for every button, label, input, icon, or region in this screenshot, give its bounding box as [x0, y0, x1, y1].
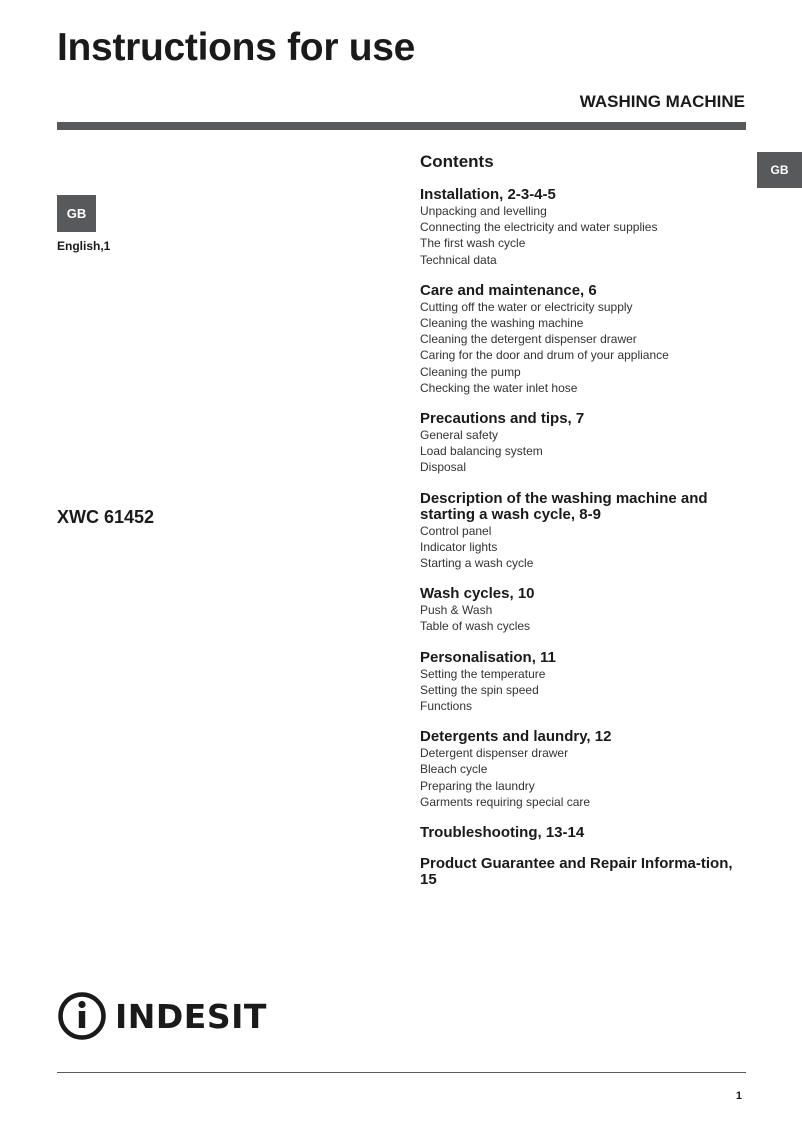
contents-section — [420, 187, 750, 268]
contents-section — [420, 729, 750, 810]
page-title: Instructions for use — [57, 26, 416, 69]
section-item: Functions — [420, 699, 473, 714]
section-item: Garments requiring special care — [420, 794, 591, 809]
section-item: Control panel — [420, 523, 492, 538]
contents-section — [420, 491, 750, 572]
section-item: Unpacking and levelling — [420, 204, 547, 218]
section-title: Detergents and laundry, 12 — [420, 728, 612, 746]
header-divider — [57, 122, 746, 130]
page-number: 1 — [735, 1090, 742, 1102]
language-label: English,1 — [57, 239, 111, 253]
section-item: Cleaning the detergent dispenser drawer — [420, 332, 637, 347]
section-title: Troubleshooting, 13-14 — [420, 824, 585, 842]
section-item: Table of wash cycles — [420, 619, 531, 634]
document-subtitle: WASHING MACHINE — [579, 92, 745, 111]
contents-heading: Contents — [420, 152, 494, 171]
section-item: Connecting the electricity and water supplies — [420, 220, 658, 235]
section-item: Setting the spin speed — [420, 682, 539, 697]
section-title: Installation, 2-3-4-5 — [420, 186, 556, 203]
section-item: Cleaning the pump — [420, 364, 521, 379]
contents-section — [420, 650, 750, 715]
contents-section — [420, 856, 750, 888]
section-title: Personalisation, 11 — [420, 648, 556, 666]
contents-sections — [420, 187, 750, 888]
section-item: Load balancing system — [420, 444, 543, 459]
indesit-logo-icon — [57, 991, 107, 1041]
section-item: Caring for the door and drum of your appliance — [420, 348, 669, 363]
section-item: Indicator lights — [420, 539, 498, 554]
section-title: Wash cycles, 10 — [420, 585, 535, 603]
section-title: Description of the washing machine and starting a wash cycle, 8-9 — [420, 489, 708, 523]
model-number: XWC 61452 — [57, 507, 155, 527]
contents-section — [420, 283, 750, 396]
contents-section — [420, 586, 750, 634]
language-badge: GB — [57, 195, 96, 232]
section-item: The first wash cycle — [420, 236, 526, 251]
section-title: Care and maintenance, 6 — [420, 281, 597, 299]
section-item: Detergent dispenser drawer — [420, 746, 569, 761]
table-of-contents — [420, 152, 750, 903]
section-item: Setting the temperature — [420, 666, 546, 681]
contents-section — [420, 825, 750, 841]
contents-section — [420, 411, 750, 476]
section-item: Preparing the laundry — [420, 778, 535, 793]
section-item: Cutting off the water or electricity supply — [420, 299, 633, 314]
section-item: Technical data — [420, 252, 497, 267]
side-language-tab: GB — [757, 152, 802, 188]
section-item: Starting a wash cycle — [420, 556, 534, 571]
section-item: Cleaning the washing machine — [420, 316, 584, 331]
section-item: Bleach cycle — [420, 762, 488, 777]
brand-logo — [57, 992, 267, 1040]
footer-divider — [57, 1072, 746, 1073]
section-item: Disposal — [420, 460, 467, 475]
section-item: General safety — [420, 428, 499, 443]
section-title: Product Guarantee and Repair Informa-tion, 15 — [420, 855, 733, 889]
section-title: Precautions and tips, 7 — [420, 410, 585, 428]
brand-name: INDESIT — [115, 996, 267, 1036]
section-item: Push & Wash — [420, 603, 493, 618]
section-item: Checking the water inlet hose — [420, 380, 578, 395]
